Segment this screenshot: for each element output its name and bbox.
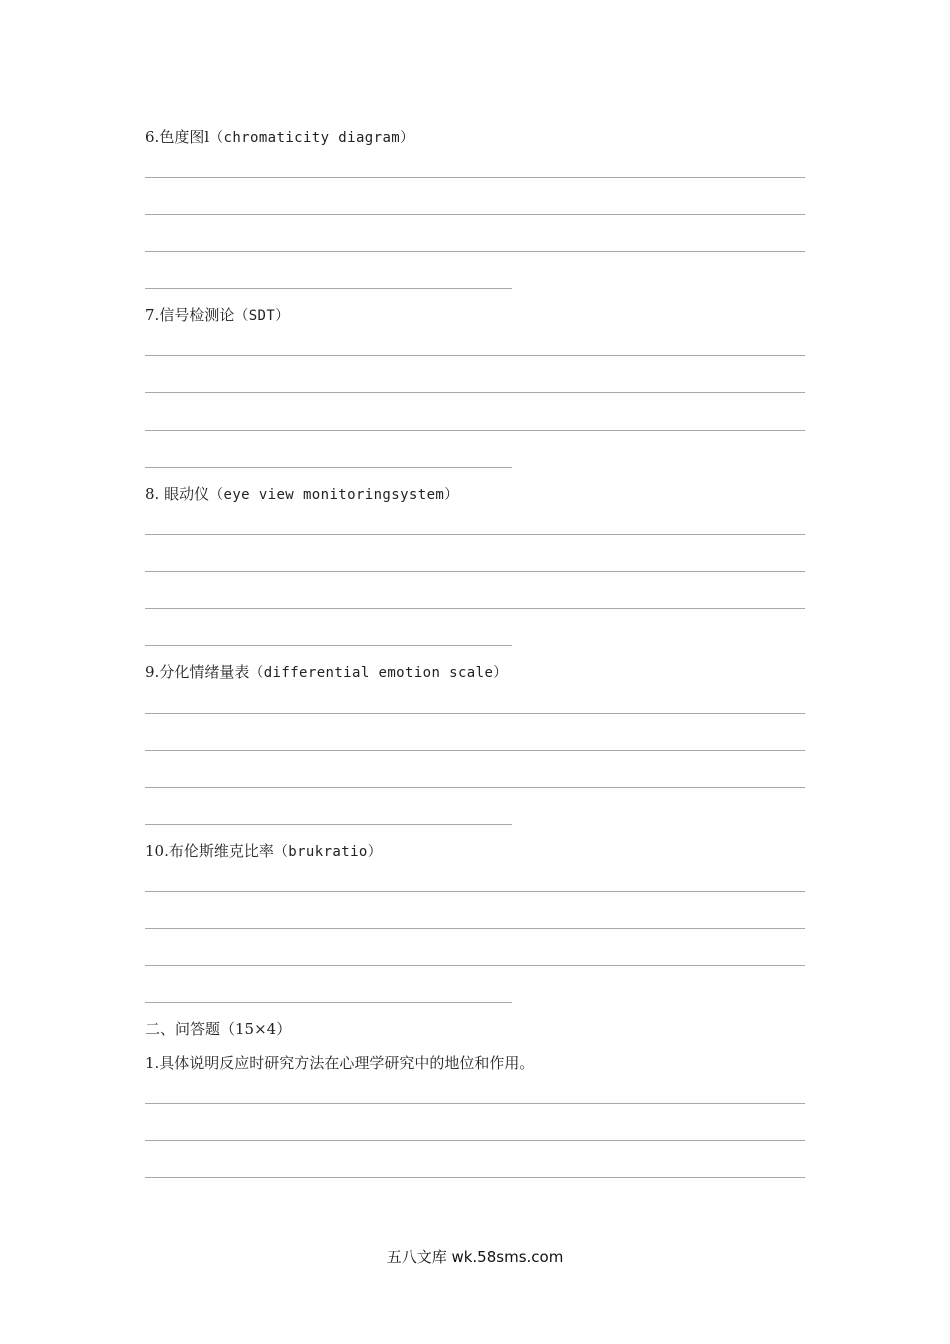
answer-line [145,392,805,393]
item-6-heading [145,127,415,148]
answer-line [145,608,805,609]
item-number: 8. [145,485,165,503]
item-10-heading [145,841,382,862]
answer-line [145,430,805,431]
item-title: 信号检测论 [159,306,235,324]
section-heading: 二、问答题（15×4） [145,1020,292,1038]
answer-line [145,251,805,252]
item-7-heading [145,305,290,326]
answer-line [145,965,805,966]
answer-line [145,891,805,892]
answer-line [145,1140,805,1141]
item-title: 布伦斯维克比率 [168,842,274,860]
answer-line [145,355,805,356]
item-number: 10. [145,842,169,860]
answer-line [145,177,805,178]
answer-line-short [145,824,512,825]
answer-line-short [145,467,512,468]
answer-line [145,713,805,714]
item-number: 7. [145,306,160,324]
footer-watermark: 五八文库 wk.58sms.com [386,1248,564,1266]
answer-line [145,214,805,215]
answer-line [145,571,805,572]
answer-line [145,1103,805,1104]
item-title: 眼动仪 [164,485,210,503]
answer-line-short [145,645,512,646]
answer-line [145,928,805,929]
item-number: 6. [145,128,160,146]
question-1-text: 1.具体说明反应时研究方法在心理学研究中的地位和作用。 [145,1054,535,1072]
answer-line-short [145,1002,512,1003]
item-english: （differential emotion scale） [249,665,508,681]
item-9-heading [145,662,508,683]
answer-line [145,750,805,751]
item-english: （eye view monitoringsystem） [209,487,459,503]
answer-line [145,787,805,788]
item-title: 分化情绪量表 [159,663,250,681]
item-english: （SDT） [234,308,290,324]
item-number: 9. [145,663,160,681]
item-english: （brukratio） [273,844,383,860]
answer-line [145,534,805,535]
item-english: （chromaticity diagram） [209,130,415,146]
answer-line [145,1177,805,1178]
answer-line-short [145,288,512,289]
item-8-heading [145,484,459,505]
item-title: 色度图l [159,128,210,146]
